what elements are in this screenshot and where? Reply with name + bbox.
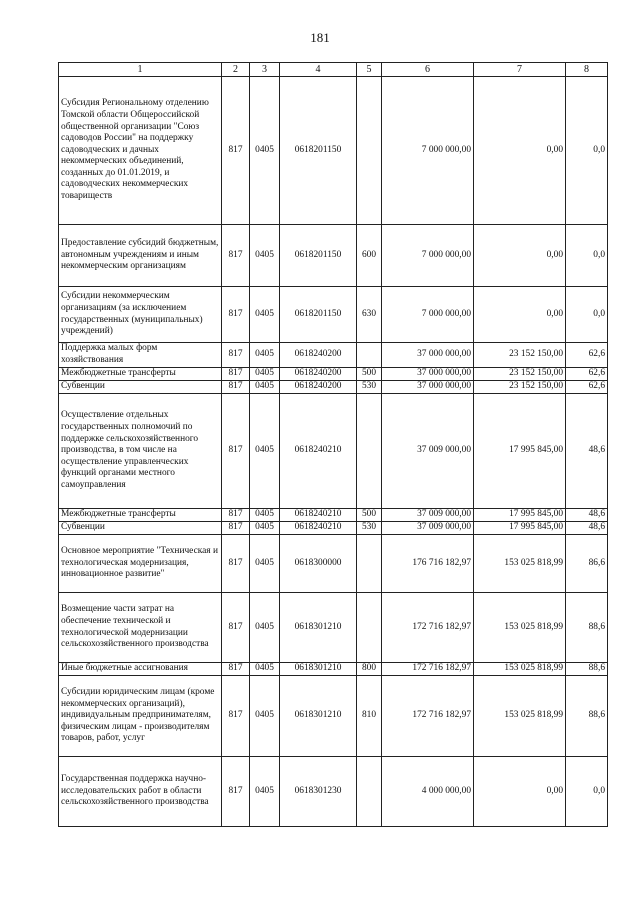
table-row [59,676,608,757]
table-row [59,663,608,676]
column-header: 2 [222,63,250,77]
row-grbs-code: 817 [222,676,250,757]
row-plan-amount: 7 000 000,00 [382,77,474,225]
row-percent: 48,6 [566,394,608,509]
row-percent: 48,6 [566,509,608,522]
table-row [59,535,608,593]
table-row [59,509,608,522]
table-row [59,593,608,663]
column-header: 4 [280,63,357,77]
row-percent: 62,6 [566,343,608,368]
row-fact-amount: 0,00 [474,225,566,287]
row-expense-type-code [357,77,382,225]
row-plan-amount: 37 000 000,00 [382,368,474,381]
row-fact-amount: 17 995 845,00 [474,522,566,535]
row-name: Субсидии юридическим лицам (кроме некоммерческих организаций), индивидуальным предпринимателям, физическим лицам - производителям товаров, работ, услуг [59,676,222,757]
row-percent: 88,6 [566,676,608,757]
row-grbs-code: 817 [222,287,250,343]
row-section-code: 0405 [250,522,280,535]
row-percent: 86,6 [566,535,608,593]
row-plan-amount: 176 716 182,97 [382,535,474,593]
row-grbs-code: 817 [222,77,250,225]
row-target-code: 0618301210 [280,676,357,757]
row-fact-amount: 17 995 845,00 [474,509,566,522]
row-name: Иные бюджетные ассигнования [59,663,222,676]
row-name: Государственная поддержка научно-исследовательских работ в области сельскохозяйственного производства [59,757,222,827]
column-header: 5 [357,63,382,77]
row-name: Поддержка малых форм хозяйствования [59,343,222,368]
row-fact-amount: 0,00 [474,757,566,827]
row-target-code: 0618201150 [280,225,357,287]
row-percent: 62,6 [566,368,608,381]
table-body [59,77,608,827]
row-percent: 88,6 [566,663,608,676]
row-grbs-code: 817 [222,757,250,827]
row-percent: 0,0 [566,757,608,827]
table-row [59,522,608,535]
row-grbs-code: 817 [222,522,250,535]
row-target-code: 0618301210 [280,663,357,676]
row-percent: 88,6 [566,593,608,663]
row-section-code: 0405 [250,676,280,757]
row-target-code: 0618300000 [280,535,357,593]
row-name: Осуществление отдельных государственных полномочий по поддержке сельскохозяйственного производства, в том числе на осуществление управленческих функций органами местного самоуправления [59,394,222,509]
row-name: Предоставление субсидий бюджетным, автономным учреждениям и иным некоммерческим организациям [59,225,222,287]
row-expense-type-code: 500 [357,509,382,522]
table-row [59,368,608,381]
row-plan-amount: 7 000 000,00 [382,287,474,343]
row-target-code: 0618301210 [280,593,357,663]
row-plan-amount: 172 716 182,97 [382,593,474,663]
column-header: 6 [382,63,474,77]
row-fact-amount: 153 025 818,99 [474,663,566,676]
row-section-code: 0405 [250,77,280,225]
row-expense-type-code: 600 [357,225,382,287]
row-grbs-code: 817 [222,343,250,368]
row-target-code: 0618240200 [280,368,357,381]
row-grbs-code: 817 [222,535,250,593]
row-plan-amount: 37 000 000,00 [382,381,474,394]
column-header: 3 [250,63,280,77]
row-fact-amount: 0,00 [474,77,566,225]
row-name: Возмещение части затрат на обеспечение технической и технологической модернизации сельскохозяйственного производства [59,593,222,663]
row-name: Субсидия Региональному отделению Томской области Общероссийской общественной организации "Союз садоводов России" на поддержку садоводческих и дачных некоммерческих объединений, созданных до 01.01.2019, и садоводческих некоммерческих товариществ [59,77,222,225]
row-fact-amount: 153 025 818,99 [474,593,566,663]
row-percent: 0,0 [566,225,608,287]
row-plan-amount: 37 009 000,00 [382,394,474,509]
row-target-code: 0618240210 [280,509,357,522]
row-fact-amount: 153 025 818,99 [474,535,566,593]
row-plan-amount: 37 000 000,00 [382,343,474,368]
row-grbs-code: 817 [222,368,250,381]
row-grbs-code: 817 [222,593,250,663]
row-plan-amount: 172 716 182,97 [382,663,474,676]
row-grbs-code: 817 [222,509,250,522]
row-expense-type-code: 630 [357,287,382,343]
row-section-code: 0405 [250,381,280,394]
row-percent: 0,0 [566,287,608,343]
row-fact-amount: 17 995 845,00 [474,394,566,509]
row-expense-type-code: 500 [357,368,382,381]
row-section-code: 0405 [250,368,280,381]
row-section-code: 0405 [250,343,280,368]
row-fact-amount: 23 152 150,00 [474,381,566,394]
row-grbs-code: 817 [222,225,250,287]
row-expense-type-code: 810 [357,676,382,757]
row-percent: 0,0 [566,77,608,225]
column-header: 7 [474,63,566,77]
row-section-code: 0405 [250,394,280,509]
row-fact-amount: 23 152 150,00 [474,368,566,381]
row-expense-type-code: 800 [357,663,382,676]
row-fact-amount: 153 025 818,99 [474,676,566,757]
row-grbs-code: 817 [222,663,250,676]
row-target-code: 0618201150 [280,77,357,225]
row-name: Субвенции [59,522,222,535]
row-plan-amount: 172 716 182,97 [382,676,474,757]
row-target-code: 0618240200 [280,343,357,368]
row-section-code: 0405 [250,757,280,827]
row-target-code: 0618240210 [280,522,357,535]
row-section-code: 0405 [250,593,280,663]
row-name: Субвенции [59,381,222,394]
row-grbs-code: 817 [222,381,250,394]
row-target-code: 0618301230 [280,757,357,827]
row-section-code: 0405 [250,225,280,287]
budget-table [58,62,608,827]
table-header-row [59,63,608,77]
row-target-code: 0618240210 [280,394,357,509]
row-name: Межбюджетные трансферты [59,368,222,381]
row-name: Основное мероприятие "Техническая и технологическая модернизация, инновационное развитие" [59,535,222,593]
row-section-code: 0405 [250,663,280,676]
row-name: Межбюджетные трансферты [59,509,222,522]
row-expense-type-code [357,343,382,368]
row-expense-type-code [357,394,382,509]
row-expense-type-code [357,593,382,663]
page-number: 181 [310,30,330,45]
column-header: 1 [59,63,222,77]
row-expense-type-code [357,757,382,827]
row-target-code: 0618201150 [280,287,357,343]
table-row [59,343,608,368]
row-name: Субсидии некоммерческим организациям (за исключением государственных (муниципальных) учреждений) [59,287,222,343]
row-target-code: 0618240200 [280,381,357,394]
row-fact-amount: 23 152 150,00 [474,343,566,368]
table-row [59,225,608,287]
row-percent: 62,6 [566,381,608,394]
table-row [59,757,608,827]
table-row [59,287,608,343]
row-plan-amount: 37 009 000,00 [382,522,474,535]
table-row [59,394,608,509]
row-expense-type-code: 530 [357,522,382,535]
row-section-code: 0405 [250,287,280,343]
row-grbs-code: 817 [222,394,250,509]
table-row [59,77,608,225]
row-expense-type-code: 530 [357,381,382,394]
table-row [59,381,608,394]
row-plan-amount: 37 009 000,00 [382,509,474,522]
row-expense-type-code [357,535,382,593]
row-fact-amount: 0,00 [474,287,566,343]
row-plan-amount: 7 000 000,00 [382,225,474,287]
row-percent: 48,6 [566,522,608,535]
row-section-code: 0405 [250,509,280,522]
row-section-code: 0405 [250,535,280,593]
column-header: 8 [566,63,608,77]
row-plan-amount: 4 000 000,00 [382,757,474,827]
